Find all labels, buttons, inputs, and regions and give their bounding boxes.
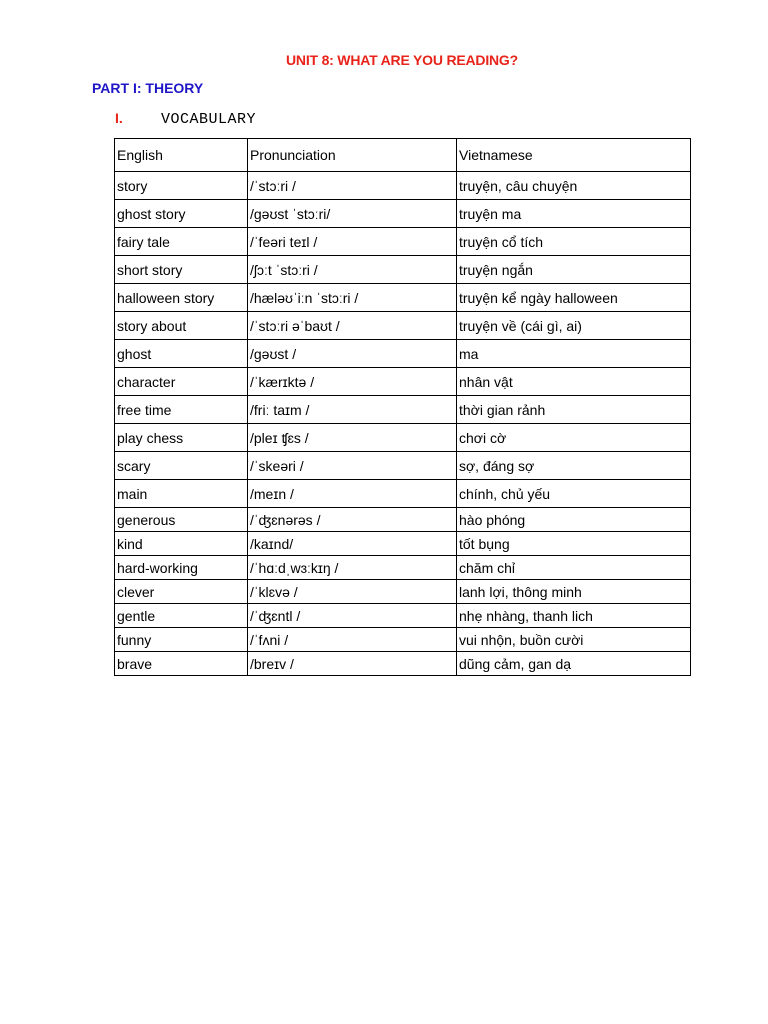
cell-english: fairy tale	[115, 228, 248, 256]
cell-vietnamese: chăm chỉ	[457, 556, 691, 580]
table-row	[115, 452, 691, 480]
part-heading: PART I: THEORY	[92, 80, 204, 96]
cell-vietnamese: truyện cổ tích	[457, 228, 691, 256]
cell-pronunciation: /ˈʤɛntl /	[248, 604, 457, 628]
vocabulary-table	[114, 138, 691, 676]
header-english: English	[115, 139, 248, 172]
cell-pronunciation: /ˈhɑːdˌwɜːkɪŋ /	[248, 556, 457, 580]
cell-vietnamese: thời gian rảnh	[457, 396, 691, 424]
cell-vietnamese: nhẹ nhàng, thanh lich	[457, 604, 691, 628]
table-row	[115, 256, 691, 284]
cell-vietnamese: truyện, câu chuyện	[457, 172, 691, 200]
cell-english: generous	[115, 508, 248, 532]
cell-vietnamese: truyện ngắn	[457, 256, 691, 284]
cell-pronunciation: /ˈstɔːri /	[248, 172, 457, 200]
cell-english: brave	[115, 652, 248, 676]
cell-pronunciation: /breɪv /	[248, 652, 457, 676]
cell-pronunciation: /ʃɔːt ˈstɔːri /	[248, 256, 457, 284]
table-row	[115, 652, 691, 676]
cell-pronunciation: /meɪn /	[248, 480, 457, 508]
cell-vietnamese: hào phóng	[457, 508, 691, 532]
cell-pronunciation: /ˈfʌni /	[248, 628, 457, 652]
table-row	[115, 284, 691, 312]
cell-vietnamese: truyện về (cái gì, ai)	[457, 312, 691, 340]
cell-english: short story	[115, 256, 248, 284]
table-row	[115, 228, 691, 256]
cell-vietnamese: tốt bụng	[457, 532, 691, 556]
cell-vietnamese: nhân vật	[457, 368, 691, 396]
cell-pronunciation: /ˈklɛvə /	[248, 580, 457, 604]
cell-english: play chess	[115, 424, 248, 452]
cell-english: main	[115, 480, 248, 508]
cell-pronunciation: /hæləʊˈiːn ˈstɔːri /	[248, 284, 457, 312]
table-header-row	[115, 139, 691, 172]
section-heading	[115, 110, 256, 128]
cell-pronunciation: /friː taɪm /	[248, 396, 457, 424]
page-title: UNIT 8: WHAT ARE YOU READING?	[286, 52, 518, 68]
cell-pronunciation: /kaɪnd/	[248, 532, 457, 556]
table-row	[115, 480, 691, 508]
cell-english: ghost story	[115, 200, 248, 228]
cell-pronunciation: /gəʊst ˈstɔːri/	[248, 200, 457, 228]
cell-vietnamese: chính, chủ yếu	[457, 480, 691, 508]
cell-english: free time	[115, 396, 248, 424]
cell-pronunciation: /ˈfeəri teɪl /	[248, 228, 457, 256]
table-row	[115, 604, 691, 628]
cell-pronunciation: /ˈskeəri /	[248, 452, 457, 480]
cell-english: kind	[115, 532, 248, 556]
cell-vietnamese: truyện ma	[457, 200, 691, 228]
cell-pronunciation: /pleɪ ʧɛs /	[248, 424, 457, 452]
cell-vietnamese: sợ, đáng sợ	[457, 452, 691, 480]
cell-english: halloween story	[115, 284, 248, 312]
table-row	[115, 396, 691, 424]
table-row	[115, 340, 691, 368]
cell-vietnamese: chơi cờ	[457, 424, 691, 452]
cell-pronunciation: /gəʊst /	[248, 340, 457, 368]
cell-english: story	[115, 172, 248, 200]
cell-english: scary	[115, 452, 248, 480]
table-row	[115, 172, 691, 200]
table-row	[115, 532, 691, 556]
cell-english: hard-working	[115, 556, 248, 580]
cell-english: character	[115, 368, 248, 396]
table-row	[115, 368, 691, 396]
cell-english: funny	[115, 628, 248, 652]
header-vietnamese: Vietnamese	[457, 139, 691, 172]
cell-english: ghost	[115, 340, 248, 368]
table-row	[115, 508, 691, 532]
table-row	[115, 580, 691, 604]
table-row	[115, 556, 691, 580]
cell-vietnamese: vui nhộn, buồn cười	[457, 628, 691, 652]
table-row	[115, 424, 691, 452]
cell-vietnamese: dũng cảm, gan dạ	[457, 652, 691, 676]
cell-vietnamese: lanh lợi, thông minh	[457, 580, 691, 604]
cell-vietnamese: truyện kể ngày halloween	[457, 284, 691, 312]
cell-english: gentle	[115, 604, 248, 628]
cell-pronunciation: /ˈkærɪktə /	[248, 368, 457, 396]
section-title: VOCABULARY	[161, 111, 257, 128]
table-row	[115, 312, 691, 340]
header-pronunciation: Pronunciation	[248, 139, 457, 172]
table-row	[115, 200, 691, 228]
cell-vietnamese: ma	[457, 340, 691, 368]
cell-pronunciation: /ˈʤɛnərəs /	[248, 508, 457, 532]
cell-english: story about	[115, 312, 248, 340]
section-number: I.	[115, 110, 123, 126]
cell-english: clever	[115, 580, 248, 604]
table-row	[115, 628, 691, 652]
cell-pronunciation: /ˈstɔːri əˈbaʊt /	[248, 312, 457, 340]
